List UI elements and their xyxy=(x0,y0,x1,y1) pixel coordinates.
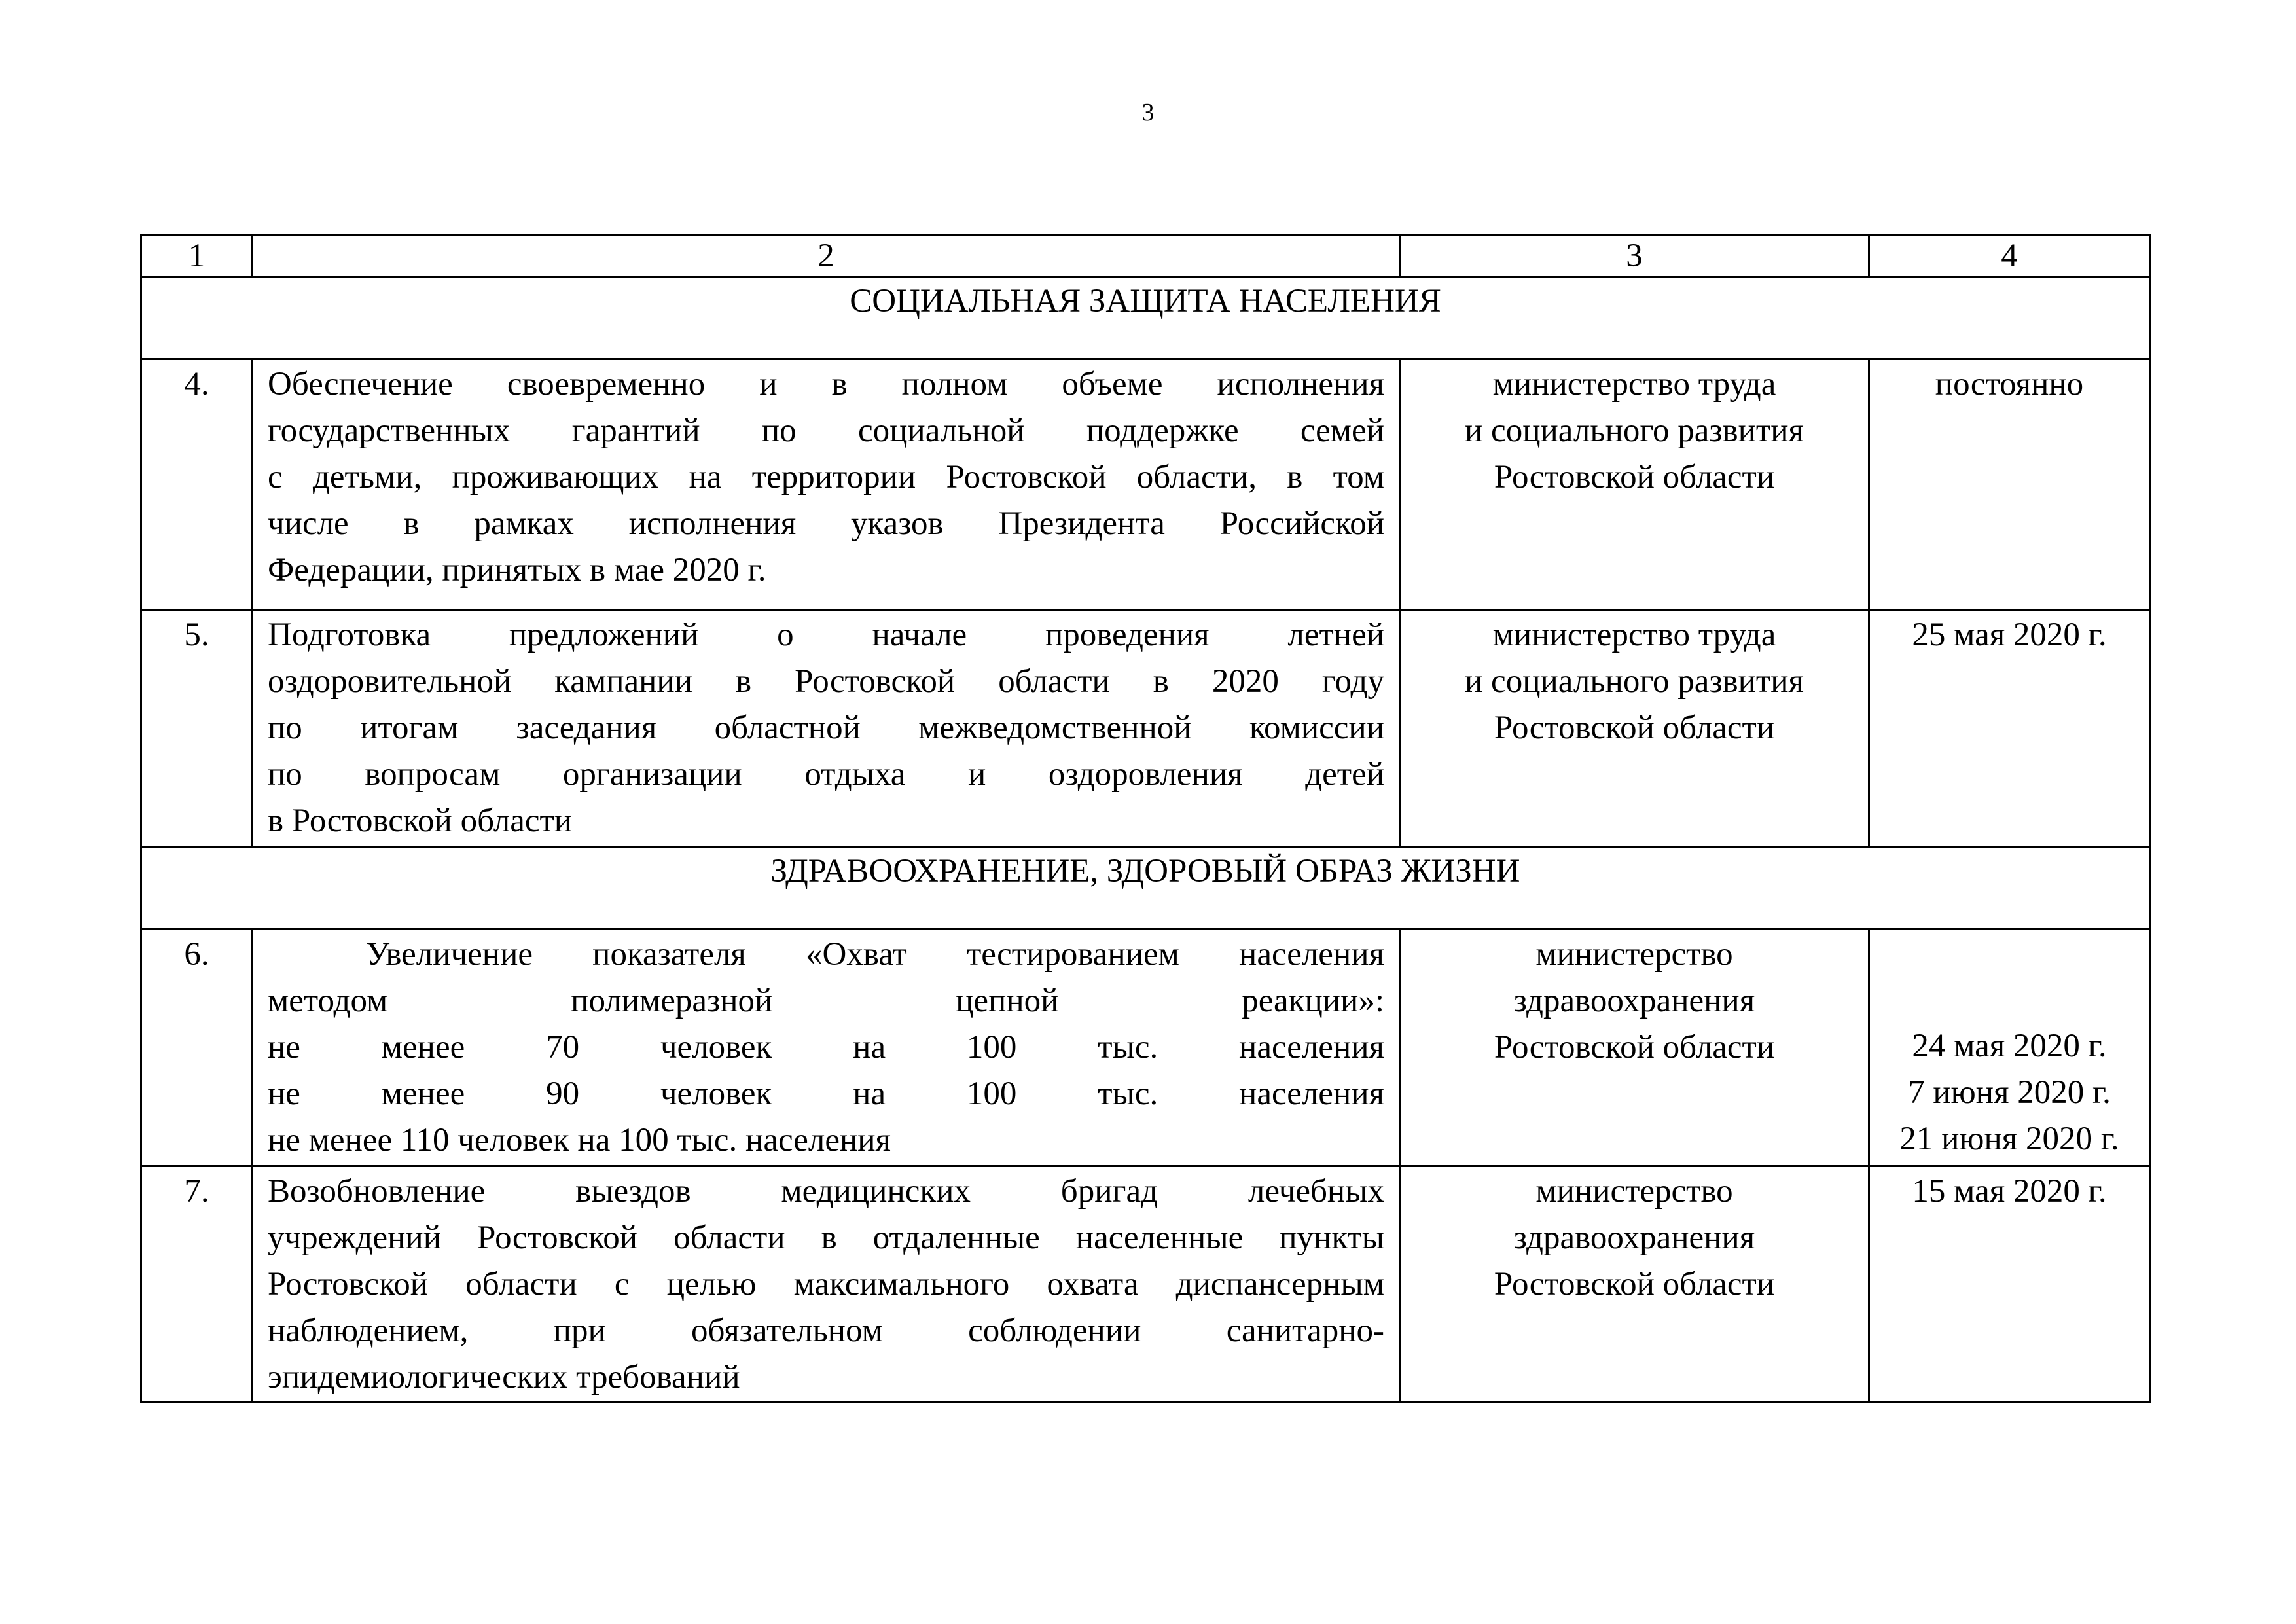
column-number: 2 xyxy=(253,235,1400,278)
term-line: 24 мая 2020 г. xyxy=(1912,1028,2107,1064)
row-description xyxy=(253,1166,1400,1402)
table-row xyxy=(141,610,2150,848)
description-line: Федерации, принятых в мае 2020 г. xyxy=(268,552,766,588)
description-line: эпидемиологических требований xyxy=(268,1359,740,1396)
description-line: с детьми, проживающих на территории Ростовской области, в том xyxy=(268,459,1384,496)
row-number: 6. xyxy=(141,929,253,1166)
description-line: в Ростовской области xyxy=(268,803,573,839)
description-line: наблюдением, при обязательном соблюдении санитарно- xyxy=(268,1312,1384,1349)
term-line: 7 июня 2020 г. xyxy=(1908,1074,2111,1111)
column-number-row xyxy=(141,235,2150,278)
executor-line: Ростовской области xyxy=(1494,1266,1775,1303)
description-line: Обеспечение своевременно и в полном объеме исполнения xyxy=(268,366,1384,403)
description-line: не менее 90 человек на 100 тыс. населения xyxy=(268,1075,1384,1112)
description-line: методом полимеразной цепной реакции»: xyxy=(268,983,1384,1019)
row-description xyxy=(253,610,1400,848)
table-row xyxy=(141,929,2150,1166)
description-line: государственных гарантий по социальной поддержке семей xyxy=(268,412,1384,449)
row-executor xyxy=(1400,929,1869,1166)
executor-line: здравоохранения xyxy=(1513,1219,1755,1256)
row-executor xyxy=(1400,1166,1869,1402)
section-title: СОЦИАЛЬНАЯ ЗАЩИТА НАСЕЛЕНИЯ xyxy=(141,278,2150,359)
section-heading-row xyxy=(141,278,2150,359)
description-line: учреждений Ростовской области в отдаленные населенные пункты xyxy=(268,1219,1384,1256)
term-line: 15 мая 2020 г. xyxy=(1912,1173,2107,1210)
row-description xyxy=(253,359,1400,610)
description-line: не менее 110 человек на 100 тыс. населения xyxy=(268,1122,891,1159)
row-executor xyxy=(1400,359,1869,610)
term-line: 25 мая 2020 г. xyxy=(1912,617,2107,653)
row-term xyxy=(1869,1166,2150,1402)
description-line: по итогам заседания областной межведомственной комиссии xyxy=(268,710,1384,746)
row-executor xyxy=(1400,610,1869,848)
table-row xyxy=(141,359,2150,610)
row-term xyxy=(1869,359,2150,610)
description-line: Возобновление выездов медицинских бригад лечебных xyxy=(268,1173,1384,1210)
section-heading-row xyxy=(141,848,2150,929)
executor-line: Ростовской области xyxy=(1494,1029,1775,1066)
description-line: числе в рамках исполнения указов Президента Российской xyxy=(268,505,1384,542)
executor-line: Ростовской области xyxy=(1494,459,1775,496)
table-row xyxy=(141,1166,2150,1402)
executor-line: министерство xyxy=(1535,1173,1733,1210)
section-title: ЗДРАВООХРАНЕНИЕ, ЗДОРОВЫЙ ОБРАЗ ЖИЗНИ xyxy=(141,848,2150,929)
description-line: Подготовка предложений о начале проведения летней xyxy=(268,617,1384,653)
executor-line: и социального развития xyxy=(1465,663,1804,700)
column-number: 1 xyxy=(141,235,253,278)
column-number: 3 xyxy=(1400,235,1869,278)
row-term xyxy=(1869,610,2150,848)
description-line: оздоровительной кампании в Ростовской области в 2020 году xyxy=(268,663,1384,700)
executor-line: министерство труда xyxy=(1492,366,1776,403)
column-number: 4 xyxy=(1869,235,2150,278)
term-line: 21 июня 2020 г. xyxy=(1899,1121,2119,1157)
row-number: 4. xyxy=(141,359,253,610)
description-line: по вопросам организации отдыха и оздоровления детей xyxy=(268,756,1384,793)
description-line: не менее 70 человек на 100 тыс. населения xyxy=(268,1029,1384,1066)
executor-line: здравоохранения xyxy=(1513,983,1755,1019)
description-line: Увеличение показателя «Охват тестированием населения xyxy=(366,936,1384,973)
row-description xyxy=(253,929,1400,1166)
page-number: 3 xyxy=(1141,99,1155,126)
plan-table xyxy=(140,234,2151,1403)
executor-line: министерство труда xyxy=(1492,617,1776,653)
executor-line: министерство xyxy=(1535,936,1733,973)
row-number: 5. xyxy=(141,610,253,848)
row-number: 7. xyxy=(141,1166,253,1402)
row-term xyxy=(1869,929,2150,1166)
description-line: Ростовской области с целью максимального охвата диспансерным xyxy=(268,1266,1384,1303)
executor-line: и социального развития xyxy=(1465,412,1804,449)
term-line: постоянно xyxy=(1935,366,2084,403)
executor-line: Ростовской области xyxy=(1494,710,1775,746)
